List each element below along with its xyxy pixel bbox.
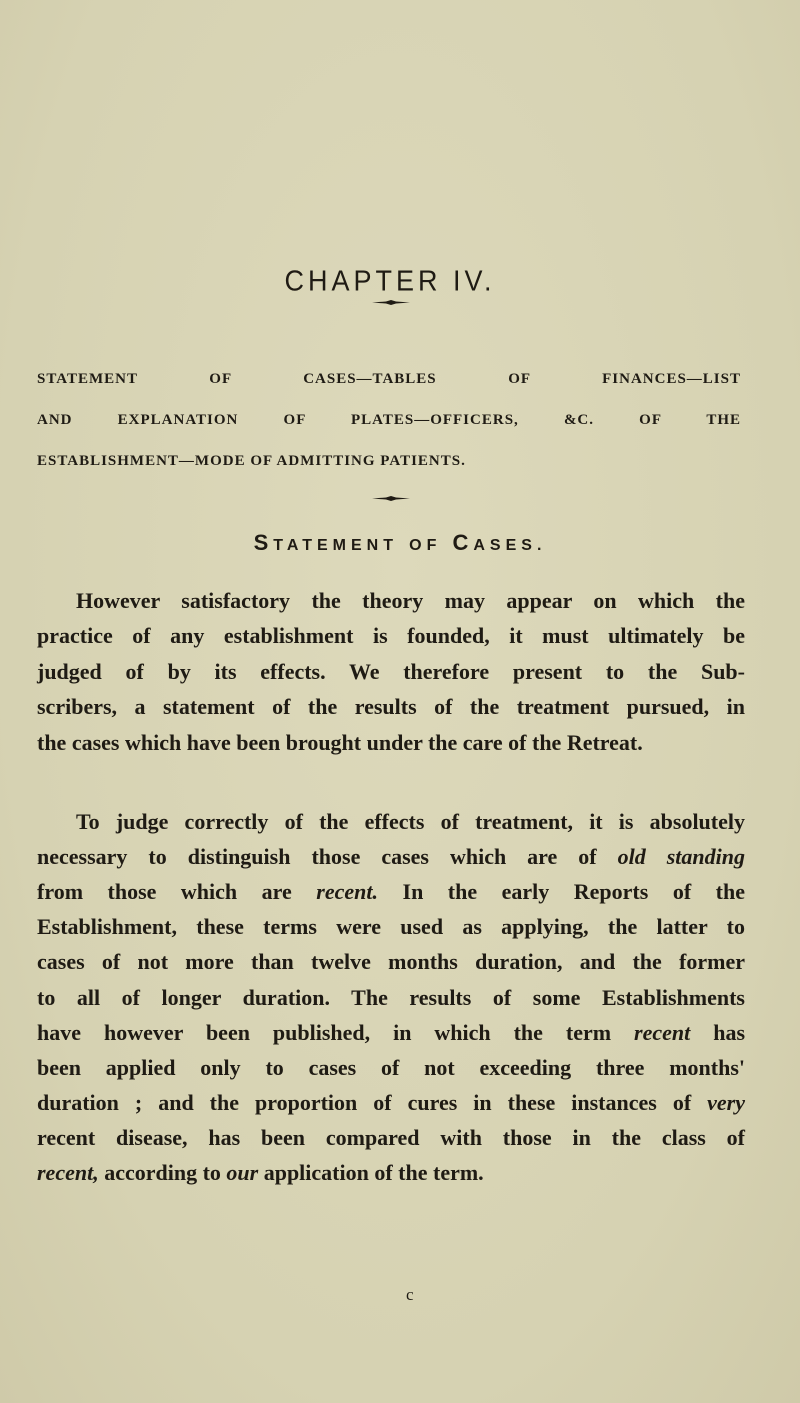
italic-phrase: our [226,1160,259,1185]
text-line [37,844,745,870]
signature-mark: c [406,1285,414,1304]
text-line [37,1090,745,1116]
text-line [37,914,745,940]
heading-word: OF [409,537,442,554]
italic-phrase: recent [634,1019,691,1045]
text-line [37,949,745,975]
text-line [37,730,745,756]
ornament-dash-icon [372,300,410,304]
heading-word: ASES. [473,537,547,554]
text-run: In the early Reports of the [378,879,745,905]
text-line [37,1055,745,1081]
text-run: the cases which have been brought under the care of the Retreat. [37,729,643,755]
text-run: Establishment, these terms were used as applying, the latter to [37,914,745,940]
text-line [37,1125,745,1151]
text-line [37,1020,745,1046]
text-run: practice of any establishment is founded, it must ultimately be [37,623,745,649]
ornament-dash-icon [372,496,410,500]
text-line [37,1160,745,1186]
text-run: recent disease, has been compared with those in the class of [37,1124,745,1150]
text-run: However satisfactory the theory may appear on which the [76,588,745,613]
text-line [37,879,745,905]
chapter-title: CHAPTER IV. [284,265,496,297]
text-run: have however been published, in which the term [37,1019,635,1045]
text-run: judged of by its effects. We therefore present to the Sub- [37,658,745,684]
italic-phrase: recent. [316,879,378,905]
heading-initial: C [452,530,474,555]
text-line [37,659,745,685]
contents-line: AND EXPLANATION OF PLATES—OFFICERS, &C. OF THE [37,412,741,428]
text-run: cases of not more than twelve months duration, and the former [37,949,745,975]
text-line [37,623,745,649]
text-run: necessary to distinguish those cases which are of [37,844,618,870]
contents-line: ESTABLISHMENT—MODE OF ADMITTING PATIENTS. [37,453,466,469]
italic-phrase: recent, [37,1160,99,1185]
text-run: according to [98,1160,227,1185]
text-line [37,985,745,1011]
text-run: from those which are [37,879,317,905]
text-run: been applied only to cases of not exceeding three months' [37,1054,745,1080]
text-run: to all of longer duration. The results of some Establishments [37,984,745,1010]
text-run: duration ; and the proportion of cures in these instances of [37,1089,708,1115]
heading-word: TATEMENT [273,537,399,554]
contents-line: STATEMENT OF CASES—TABLES OF FINANCES—LIST [37,371,741,387]
italic-phrase: very [707,1089,745,1115]
section-heading [0,530,800,556]
text-line [76,588,745,614]
text-run: To judge correctly of the effects of treatment, it is absolutely [76,809,745,834]
text-run: scribers, a statement of the results of the treatment pursued, in [37,694,745,720]
italic-phrase: old standing [617,844,745,870]
text-run: has [690,1019,746,1045]
heading-initial: S [253,530,274,555]
text-line [37,694,745,720]
text-run: application of the term. [258,1160,484,1185]
text-line [76,809,745,835]
